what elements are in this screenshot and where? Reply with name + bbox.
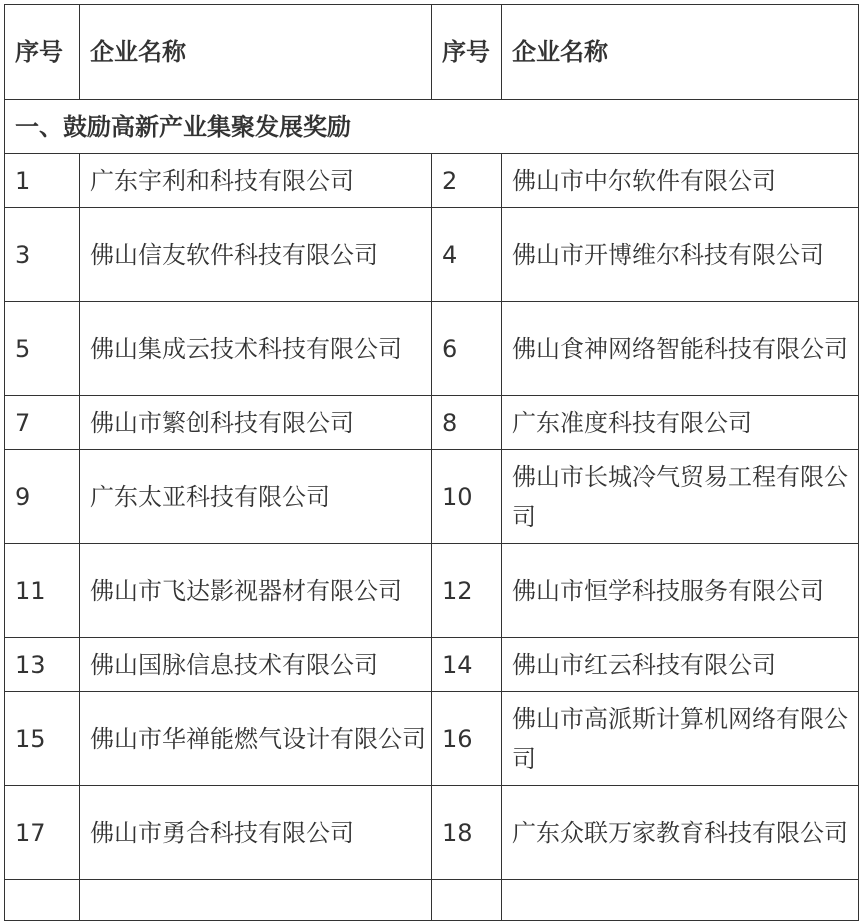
company-name: 佛山国脉信息技术有限公司: [80, 638, 432, 692]
row-number: 10: [432, 450, 502, 544]
company-name: 佛山市开博维尔科技有限公司: [502, 208, 859, 302]
section-title: 一、鼓励高新产业集聚发展奖励: [5, 100, 859, 154]
header-seq-right: 序号: [432, 5, 502, 100]
empty-cell: [5, 880, 80, 921]
empty-cell: [432, 880, 502, 921]
empty-cell: [502, 880, 859, 921]
row-number: 7: [5, 396, 80, 450]
company-table: [4, 4, 859, 921]
company-name: 佛山食神网络智能科技有限公司: [502, 302, 859, 396]
company-name: 佛山市红云科技有限公司: [502, 638, 859, 692]
empty-cell: [80, 880, 432, 921]
company-name: 佛山市中尔软件有限公司: [502, 154, 859, 208]
row-number: 18: [432, 786, 502, 880]
row-number: 13: [5, 638, 80, 692]
company-name: 佛山市繁创科技有限公司: [80, 396, 432, 450]
table-row: [5, 638, 859, 692]
table-row: [5, 154, 859, 208]
company-name: 广东准度科技有限公司: [502, 396, 859, 450]
section-row: [5, 100, 859, 154]
company-name: 广东宇利和科技有限公司: [80, 154, 432, 208]
table-row: [5, 544, 859, 638]
table-row: [5, 450, 859, 544]
company-name: 佛山市高派斯计算机网络有限公司: [502, 692, 859, 786]
table-row: [5, 786, 859, 880]
row-number: 12: [432, 544, 502, 638]
company-name: 佛山市华禅能燃气设计有限公司: [80, 692, 432, 786]
table-row: [5, 302, 859, 396]
company-name: 广东众联万家教育科技有限公司: [502, 786, 859, 880]
company-name: 佛山信友软件科技有限公司: [80, 208, 432, 302]
row-number: 11: [5, 544, 80, 638]
header-name-left: 企业名称: [80, 5, 432, 100]
table-row-cutoff: [5, 880, 859, 921]
row-number: 16: [432, 692, 502, 786]
header-seq-left: 序号: [5, 5, 80, 100]
table-row: [5, 396, 859, 450]
row-number: 14: [432, 638, 502, 692]
table-row: [5, 208, 859, 302]
row-number: 15: [5, 692, 80, 786]
row-number: 1: [5, 154, 80, 208]
table-row: [5, 692, 859, 786]
company-name: 佛山集成云技术科技有限公司: [80, 302, 432, 396]
row-number: 9: [5, 450, 80, 544]
row-number: 2: [432, 154, 502, 208]
company-name: 佛山市飞达影视器材有限公司: [80, 544, 432, 638]
row-number: 8: [432, 396, 502, 450]
company-name: 佛山市长城冷气贸易工程有限公司: [502, 450, 859, 544]
company-name: 佛山市恒学科技服务有限公司: [502, 544, 859, 638]
header-name-right: 企业名称: [502, 5, 859, 100]
header-row: [5, 5, 859, 100]
row-number: 3: [5, 208, 80, 302]
row-number: 6: [432, 302, 502, 396]
company-name: 佛山市勇合科技有限公司: [80, 786, 432, 880]
row-number: 5: [5, 302, 80, 396]
row-number: 17: [5, 786, 80, 880]
company-name: 广东太亚科技有限公司: [80, 450, 432, 544]
row-number: 4: [432, 208, 502, 302]
